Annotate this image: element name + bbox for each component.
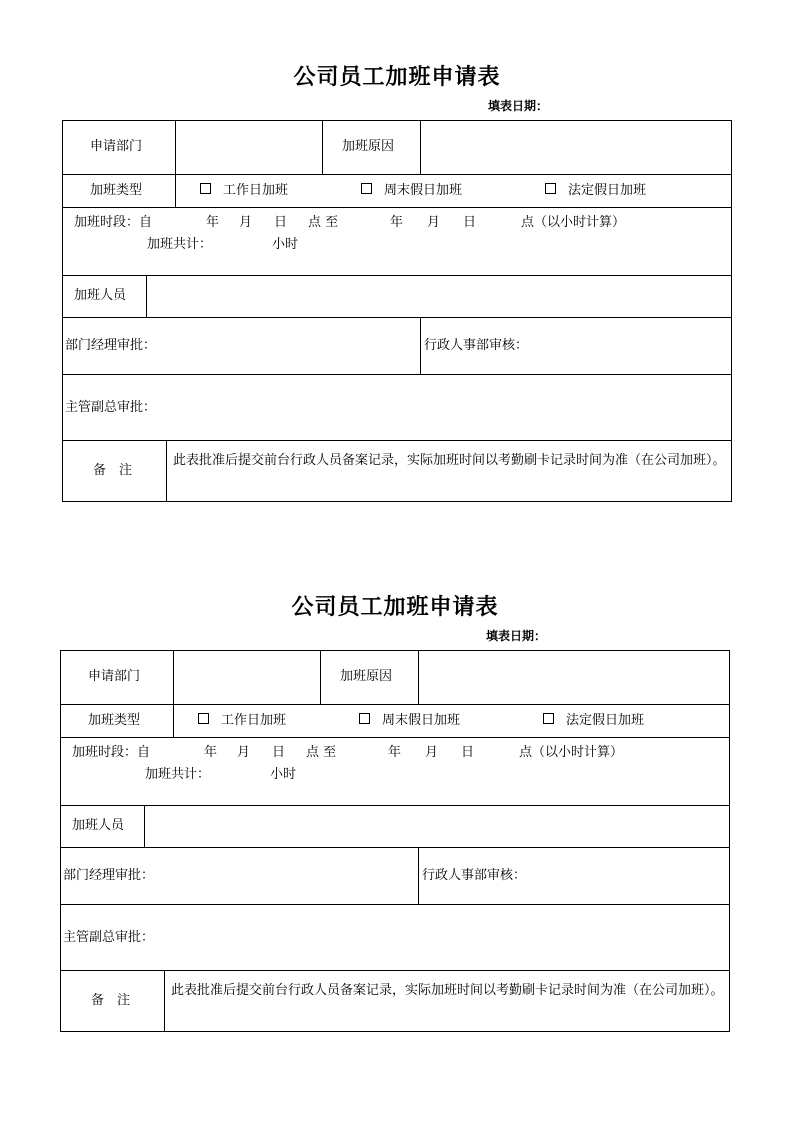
form-title: 公司员工加班申请表 [291,595,499,620]
period-label: 加班时段：自 [74,215,153,230]
checkbox-holiday[interactable]: 法定假日加班 [545,182,646,200]
fill-date-label: 填表日期： [488,99,549,113]
vp-approval-label: 主管副总审批： [63,930,155,945]
period-month-end: 月 [425,745,439,760]
reason-field[interactable] [426,665,721,689]
period-year-end: 年 [388,745,402,760]
staff-label: 加班人员 [74,288,127,303]
checkbox-icon [200,183,211,194]
checkbox-icon [361,183,372,194]
reason-label: 加班原因 [342,139,395,154]
period-hour-note: 点（以小时计算） [519,745,624,760]
department-field[interactable] [183,135,313,159]
period-year-end: 年 [390,215,404,230]
type-label: 加班类型 [88,713,141,728]
total-label: 加班共计： [147,237,213,252]
remark-label: 备 注 [91,993,131,1008]
checkbox-weekend[interactable]: 周末假日加班 [359,712,460,730]
checkbox-icon [198,713,209,724]
checkbox-icon [359,713,370,724]
staff-field[interactable] [153,812,723,840]
department-label: 申请部门 [90,139,143,154]
period-day-end: 日 [461,745,475,760]
total-unit: 小时 [270,767,297,782]
checkbox-workday[interactable]: 工作日加班 [198,712,286,730]
period-label: 加班时段：自 [72,745,151,760]
period-year: 年 [204,745,218,760]
period-month: 月 [239,215,253,230]
total-label: 加班共计： [145,767,211,782]
total-unit: 小时 [272,237,299,252]
period-day: 日 [274,215,288,230]
period-month: 月 [237,745,251,760]
staff-field[interactable] [155,282,725,310]
checkbox-icon [543,713,554,724]
manager-approval-label: 部门经理审批： [63,868,155,883]
fill-date-label: 填表日期： [486,629,547,643]
period-hour-to: 点 至 [306,745,337,760]
checkbox-workday[interactable]: 工作日加班 [200,182,288,200]
period-hour-note: 点（以小时计算） [521,215,626,230]
manager-approval-label: 部门经理审批： [65,338,157,353]
period-month-end: 月 [427,215,441,230]
form-table [60,650,730,1032]
remark-text: 此表批准后提交前台行政人员备案记录，实际加班时间以考勤刷卡记录时间为准（在公司加班）。 [171,983,724,998]
remark-label: 备 注 [93,463,133,478]
form-table [62,120,732,502]
staff-label: 加班人员 [72,818,125,833]
period-hour-to: 点 至 [308,215,339,230]
department-field[interactable] [181,665,311,689]
checkbox-holiday[interactable]: 法定假日加班 [543,712,644,730]
period-day-end: 日 [463,215,477,230]
reason-label: 加班原因 [340,669,393,684]
period-day: 日 [272,745,286,760]
type-label: 加班类型 [90,183,143,198]
department-label: 申请部门 [88,669,141,684]
checkbox-weekend[interactable]: 周末假日加班 [361,182,462,200]
period-year: 年 [206,215,220,230]
checkbox-icon [545,183,556,194]
reason-field[interactable] [428,135,723,159]
vp-approval-label: 主管副总审批： [65,400,157,415]
remark-text: 此表批准后提交前台行政人员备案记录，实际加班时间以考勤刷卡记录时间为准（在公司加班）。 [173,453,726,468]
hr-review-label: 行政人事部审核： [424,338,529,353]
form-title: 公司员工加班申请表 [293,65,501,90]
hr-review-label: 行政人事部审核： [422,868,527,883]
